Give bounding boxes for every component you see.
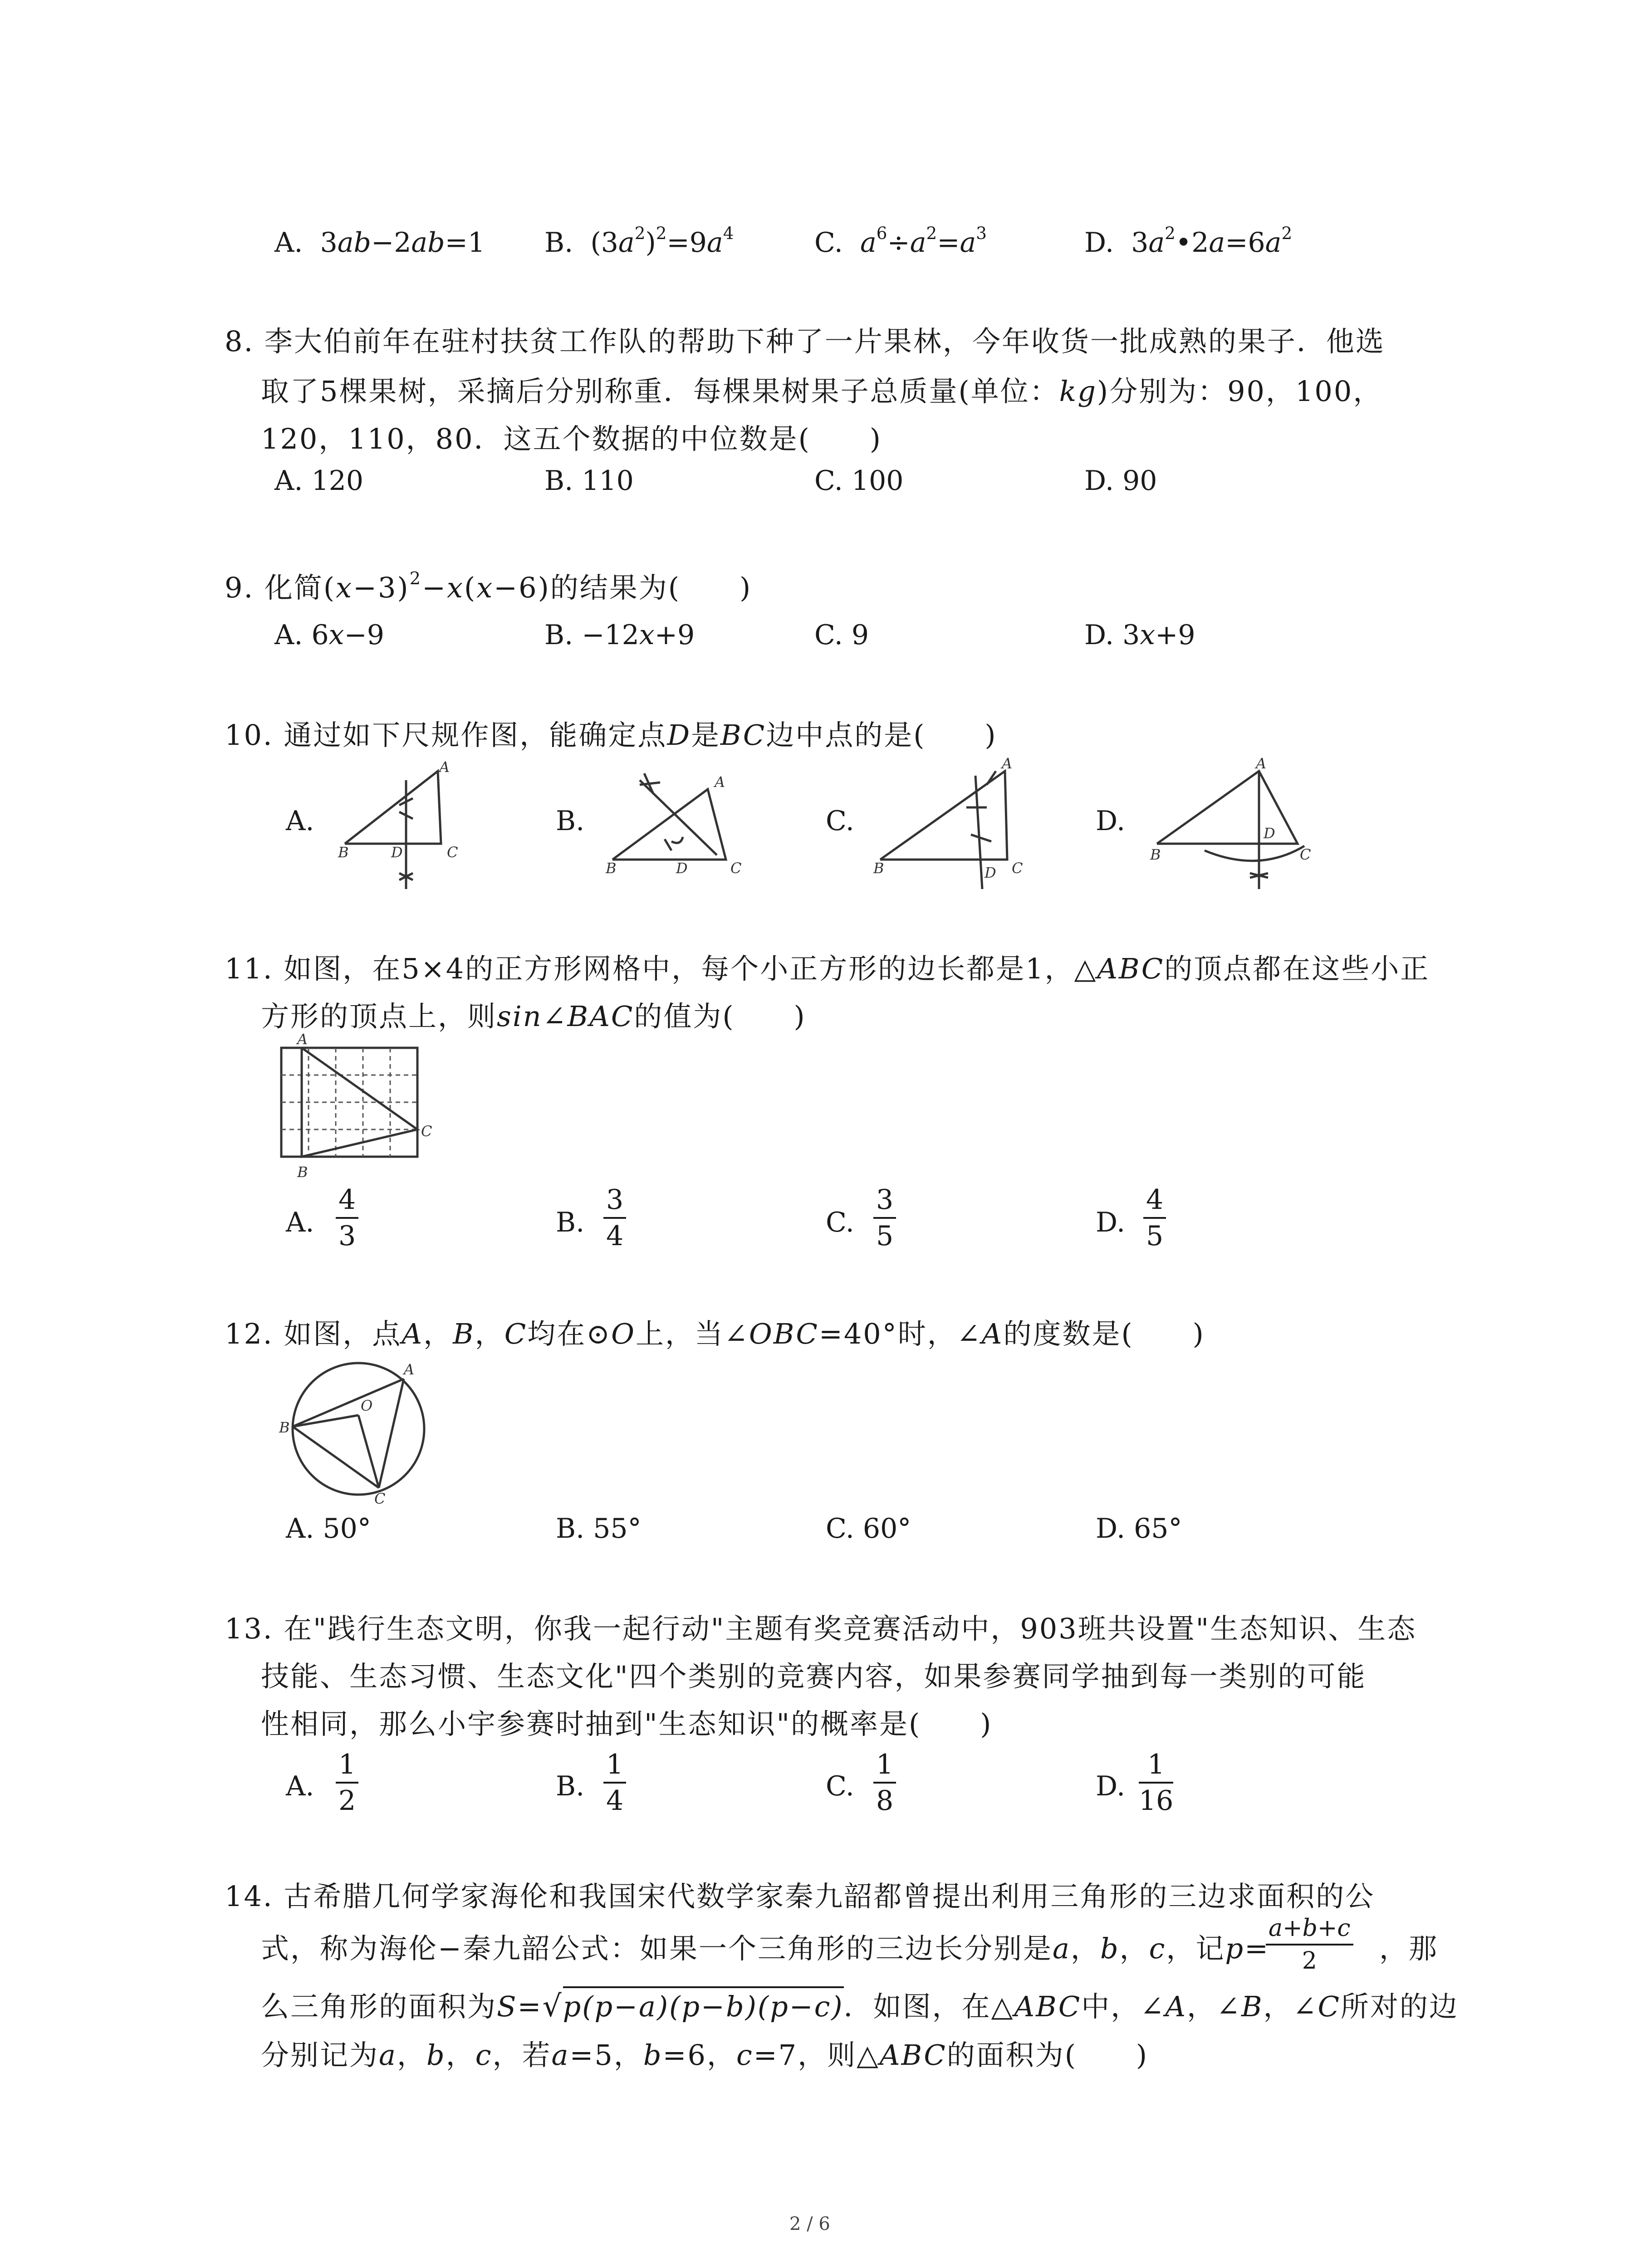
q10c-label-b: B: [873, 860, 884, 877]
q12-label-b: B: [279, 1419, 290, 1436]
q12-label-o: O: [361, 1397, 373, 1414]
q12-option-b: B. 55°: [556, 1513, 642, 1545]
q11-option-b-fraction: $\frac{3}{4}$: [603, 1186, 626, 1250]
q7-option-d: D. $3a^2•2a=6a^2$: [1084, 223, 1293, 259]
q13-option-a-label: A.: [286, 1770, 314, 1802]
q10-figure-b: [603, 762, 767, 889]
page-number: 2 / 6: [789, 2214, 830, 2234]
q10-option-d-label: D.: [1096, 805, 1126, 837]
q9-option-d: D. 3x+9: [1084, 619, 1195, 651]
q11-line-1: 11. 如图，在5×4的正方形网格中，每个小正方形的边长都是1，△ABC的顶点都在这些小正: [225, 952, 1430, 985]
q11-label-a: A: [297, 1031, 308, 1048]
q7-option-a: A. 3ab−2ab=1: [274, 227, 485, 259]
q11-line-2: 方形的顶点上，则sin∠BAC的值为( ): [261, 1000, 806, 1033]
q10a-label-b: B: [338, 844, 349, 861]
q10a-label-c: C: [447, 844, 458, 861]
q10-option-c-label: C.: [826, 805, 854, 837]
q13-option-b-fraction: $\frac{1}{4}$: [603, 1751, 626, 1814]
q14-line-1: 14. 古希腊几何学家海伦和我国宋代数学家秦九韶都曾提出利用三角形的三边求面积的公: [225, 1880, 1375, 1913]
q13-option-c-label: C.: [826, 1770, 854, 1802]
q10d-label-c: C: [1300, 846, 1311, 863]
q11-option-d-label: D.: [1096, 1207, 1126, 1238]
q10d-label-a: A: [1256, 755, 1267, 772]
q11-grid-figure: [272, 1031, 436, 1184]
q8-option-d: D. 90: [1084, 465, 1157, 497]
q10b-label-d: D: [676, 860, 688, 877]
q8-option-b: B. 110: [544, 465, 634, 497]
q11-option-b-label: B.: [556, 1207, 585, 1238]
q10a-label-d: D: [391, 844, 403, 861]
q9-stem: 9. 化简$(x-3)^2-x(x-6)$的结果为( ): [225, 568, 752, 604]
q8-option-c: C. 100: [814, 465, 904, 497]
q10b-label-c: C: [730, 860, 742, 877]
q10-stem: 10. 通过如下尺规作图，能确定点D是BC边中点的是( ): [225, 719, 997, 752]
q13-option-c-fraction: $\frac{1}{8}$: [873, 1751, 896, 1814]
q12-label-a: A: [404, 1361, 415, 1378]
q10c-label-a: A: [1002, 755, 1013, 772]
q9-option-b: B. −12x+9: [544, 619, 695, 651]
q14-line-2-end: ，那: [1379, 1932, 1439, 1965]
q14-line-4: 分别记为a，b，c，若a=5，b=6，c=7，则△ABC的面积为( ): [261, 2038, 1149, 2072]
q8-line-2: 取了5棵果树，采摘后分别称重．每棵果树果子总质量(单位：kg)分别为：90，100，: [261, 375, 1383, 408]
q10-figure-c: [871, 755, 1043, 894]
q13-option-d-label: D.: [1096, 1770, 1126, 1802]
q9-option-a: A. 6x−9: [274, 619, 384, 651]
q10c-label-d: D: [985, 864, 996, 881]
q12-circle-figure: [272, 1352, 445, 1506]
q13-line-1: 13. 在"践行生态文明，你我一起行动"主题有奖竞赛活动中，903班共设置"生态知识、生态: [225, 1612, 1417, 1645]
q14-line-3: 么三角形的面积为S=√p(p−a)(p−b)(p−c)．如图，在△ABC中，∠A，∠B，∠C所对的边: [261, 1991, 1459, 2021]
q8-line-1: 8. 李大伯前年在驻村扶贫工作队的帮助下种了一片果林，今年收货一批成熟的果子．他选: [225, 325, 1385, 358]
q10b-label-b: B: [606, 860, 617, 877]
q14-line-2: 式，称为海伦−秦九韶公式：如果一个三角形的三边长分别是a，b，c，记p=: [261, 1932, 1270, 1965]
q11-option-d-fraction: $\frac{4}{5}$: [1143, 1186, 1166, 1250]
q10d-label-d: D: [1264, 825, 1275, 842]
q10-figure-a: [336, 758, 481, 894]
q12-option-c: C. 60°: [826, 1513, 911, 1545]
q12-option-d: D. 65°: [1096, 1513, 1182, 1545]
q9-option-c: C. 9: [814, 619, 869, 651]
q11-option-a-fraction: $\frac{4}{3}$: [336, 1186, 358, 1250]
q13-line-3: 性相同，那么小宇参赛时抽到"生态知识"的概率是( ): [261, 1707, 993, 1740]
q11-label-b: B: [297, 1163, 308, 1181]
q11-option-c-fraction: $\frac{3}{5}$: [873, 1186, 896, 1250]
q11-label-c: C: [421, 1123, 432, 1140]
q7-option-b: B. $(3a^2)^2=9a^4$: [544, 223, 734, 259]
q10a-label-a: A: [439, 758, 450, 776]
q12-stem: 12. 如图，点A，B，C均在⊙O上，当∠OBC=40°时，∠A的度数是( ): [225, 1317, 1205, 1350]
q10d-label-b: B: [1150, 846, 1161, 863]
q10-option-b-label: B.: [556, 805, 585, 837]
q13-option-a-fraction: $\frac{1}{2}$: [336, 1751, 358, 1814]
q13-option-d-fraction: $\frac{1}{16}$: [1139, 1749, 1174, 1817]
q10b-label-a: A: [715, 773, 725, 791]
q7-option-c: C. $a^6\div a^2=a^3$: [814, 223, 987, 259]
q10-option-a-label: A.: [286, 805, 314, 837]
q14-p-fraction: $\frac{a+b+c}{2}$: [1266, 1916, 1353, 1973]
q10-figure-d: [1148, 755, 1329, 894]
q8-option-a: A. 120: [274, 465, 363, 497]
q8-line-3: 120，110，80．这五个数据的中位数是( ): [261, 422, 882, 455]
q13-line-2: 技能、生态习惯、生态文化"四个类别的竞赛内容，如果参赛同学抽到每一类别的可能: [261, 1660, 1367, 1693]
q11-option-c-label: C.: [826, 1207, 854, 1238]
q10c-label-c: C: [1012, 860, 1023, 877]
q12-label-c: C: [374, 1490, 386, 1507]
q12-option-a: A. 50°: [286, 1513, 371, 1545]
q13-option-b-label: B.: [556, 1770, 585, 1802]
q11-option-a-label: A.: [286, 1207, 314, 1238]
